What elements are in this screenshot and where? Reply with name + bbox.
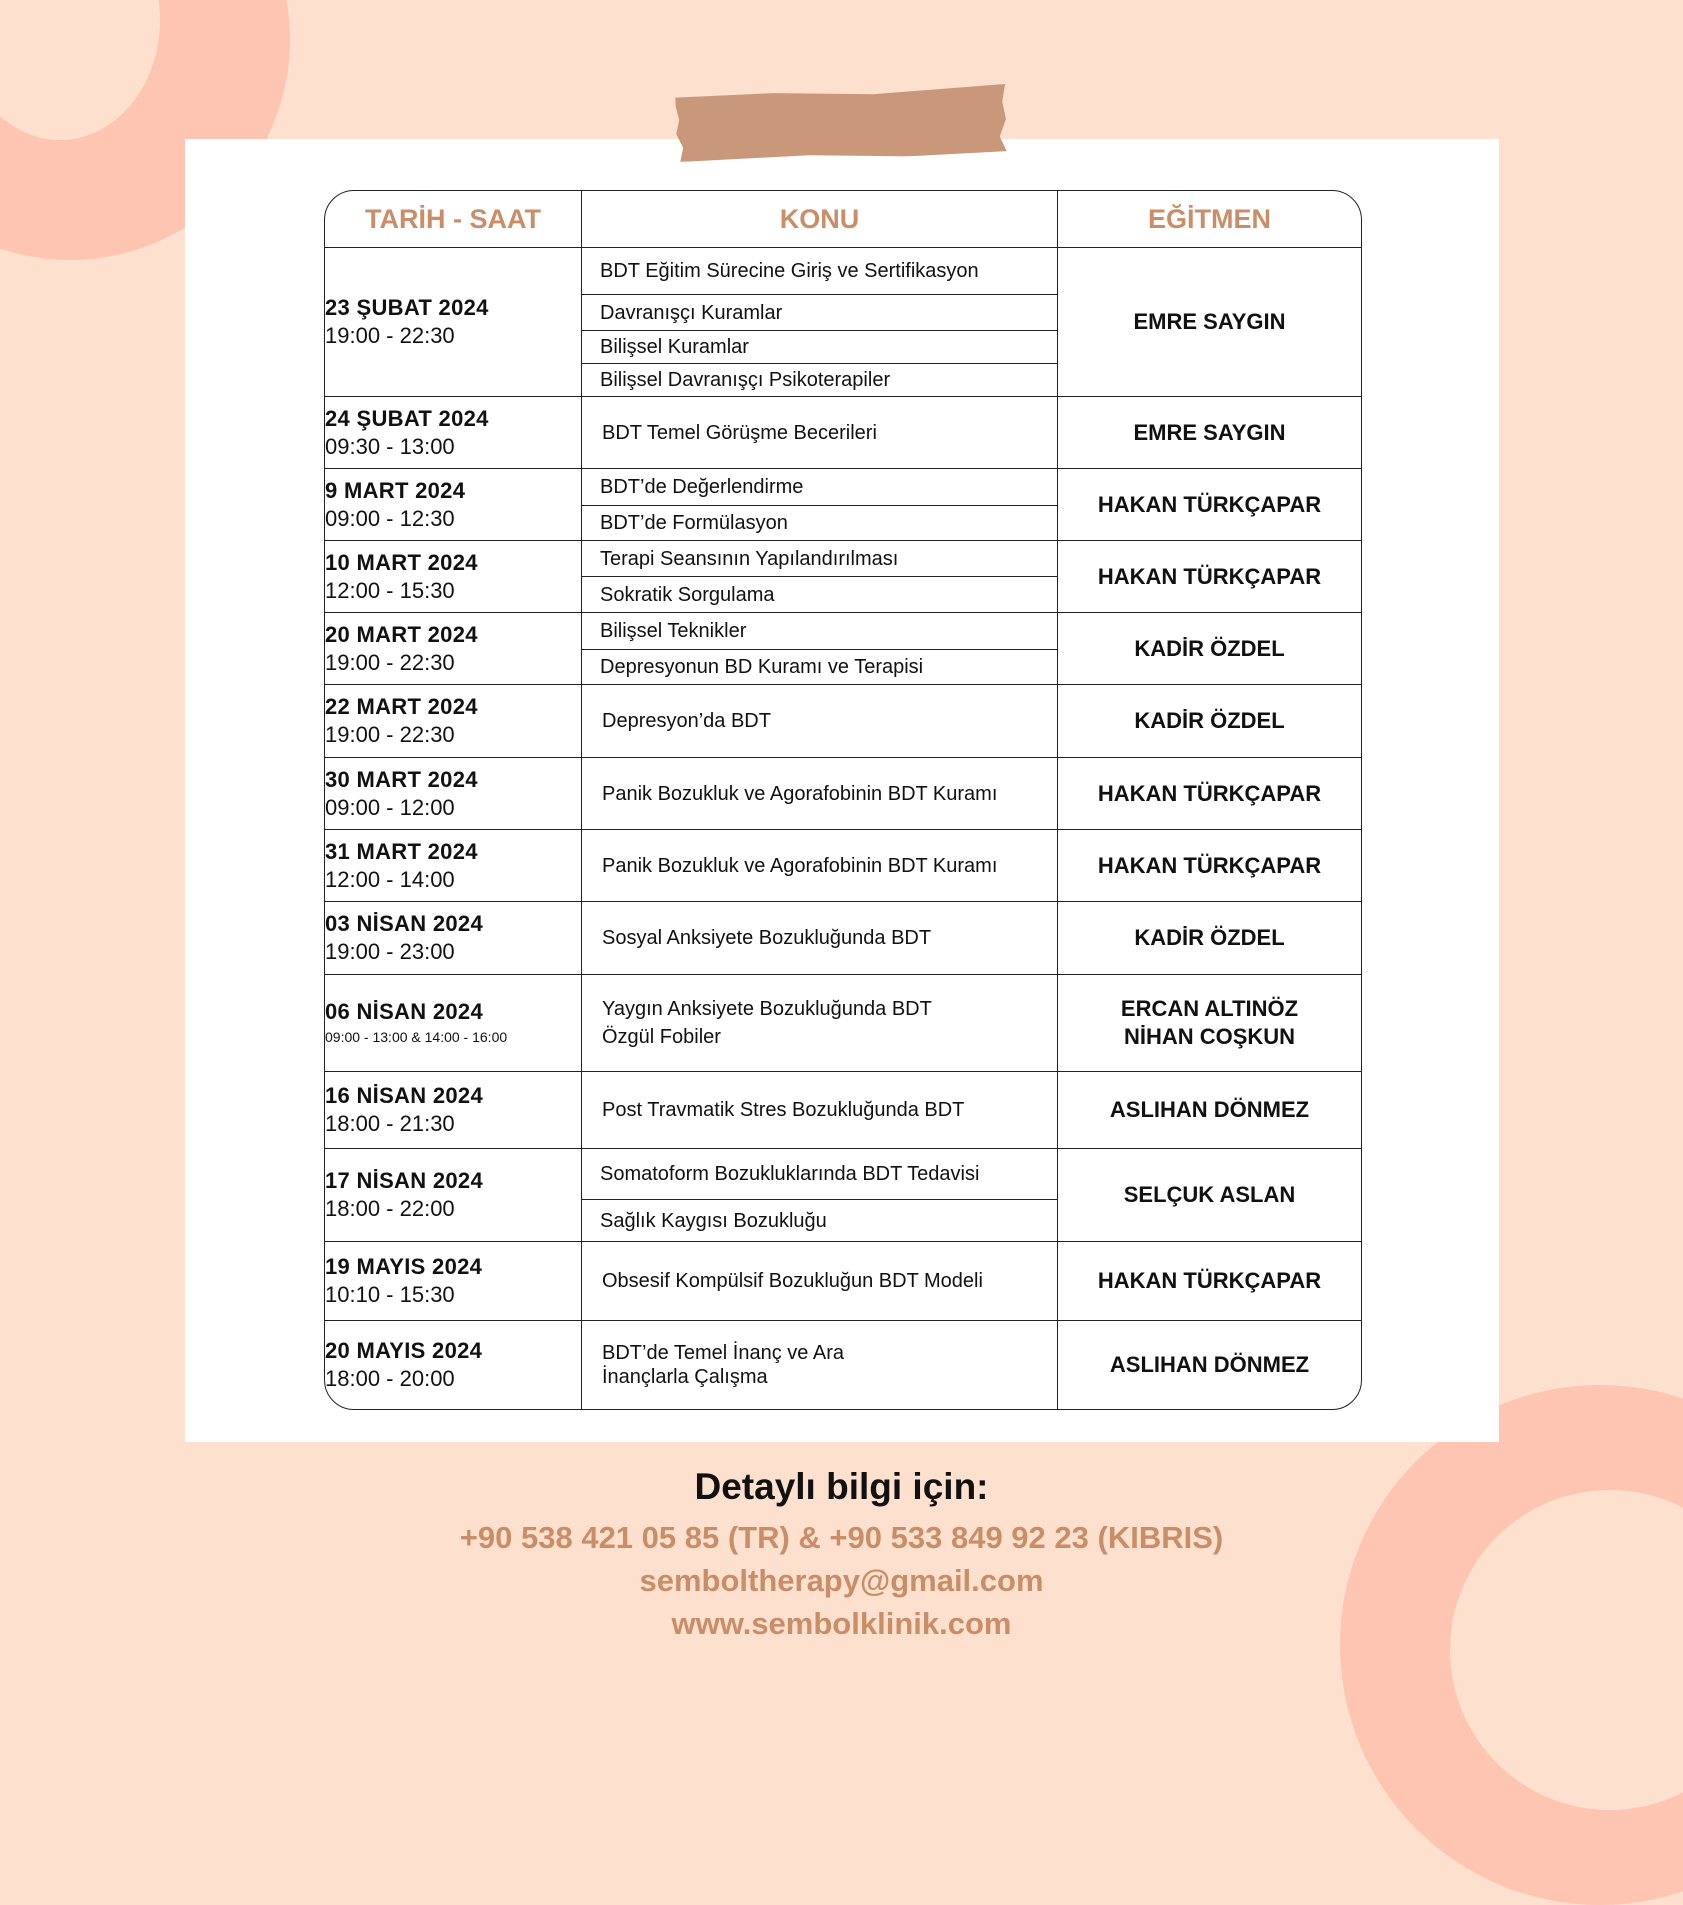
topic-cell <box>582 685 1058 758</box>
footer-title: Detaylı bilgi için: <box>694 1466 989 1507</box>
session-date: 20 MAYIS 2024 <box>325 1338 483 1363</box>
topic-item: Özgül Fobiler <box>602 1026 721 1048</box>
session-time: 09:00 - 12:00 <box>325 794 455 820</box>
session-date: 23 ŞUBAT 2024 <box>325 295 489 320</box>
date-cell <box>325 613 582 685</box>
contact-phones: +90 538 421 05 85 (TR) & +90 533 849 92 23 (KIBRIS) <box>459 1520 1224 1555</box>
date-cell <box>325 397 582 469</box>
session-time: 12:00 - 14:00 <box>325 866 455 892</box>
session-date: 20 MART 2024 <box>325 621 478 647</box>
trainer-cell: KADİR ÖZDEL <box>1058 613 1361 685</box>
trainer-cell: HAKAN TÜRKÇAPAR <box>1058 541 1361 613</box>
session-date: 31 MART 2024 <box>325 838 478 864</box>
session-time: 09:30 - 13:00 <box>325 433 455 459</box>
session-date: 17 NİSAN 2024 <box>325 1168 483 1193</box>
table-row <box>325 1242 1361 1321</box>
topic-item: Bilişsel Kuramlar <box>582 330 1057 363</box>
date-cell <box>325 685 582 758</box>
trainer-cell <box>1058 975 1361 1072</box>
topic-cell <box>582 469 1058 541</box>
table-row <box>325 613 1361 685</box>
topic-cell <box>582 1242 1058 1321</box>
contact-email[interactable]: semboltherapy@gmail.com <box>639 1563 1044 1598</box>
session-date: 30 MART 2024 <box>325 766 478 792</box>
topic-item: BDT Temel Görüşme Becerileri <box>602 421 877 444</box>
session-date: 19 MAYIS 2024 <box>325 1254 483 1279</box>
date-cell <box>325 1321 582 1409</box>
topic-item: Bilişsel Davranışçı Psikoterapiler <box>582 363 1057 396</box>
session-date: 06 NİSAN 2024 <box>325 999 483 1024</box>
session-date: 24 ŞUBAT 2024 <box>325 405 489 431</box>
table-row <box>325 1072 1361 1149</box>
topic-item: BDT’de Formülasyon <box>582 505 1057 540</box>
date-cell <box>325 1072 582 1149</box>
trainer-cell: HAKAN TÜRKÇAPAR <box>1058 469 1361 541</box>
date-cell <box>325 248 582 397</box>
topic-item: Sosyal Anksiyete Bozukluğunda BDT <box>602 927 932 949</box>
table-row <box>325 830 1361 902</box>
topic-cell <box>582 758 1058 830</box>
session-date: 10 MART 2024 <box>325 549 478 575</box>
table-header-row <box>325 191 1361 248</box>
date-cell <box>325 975 582 1072</box>
trainer-cell: HAKAN TÜRKÇAPAR <box>1058 830 1361 902</box>
contact-website[interactable]: www.sembolklinik.com <box>671 1606 1012 1641</box>
trainer-cell: HAKAN TÜRKÇAPAR <box>1058 1242 1361 1321</box>
topic-item: Depresyonun BD Kuramı ve Terapisi <box>582 649 1057 684</box>
session-date: 03 NİSAN 2024 <box>325 911 483 936</box>
session-date: 16 NİSAN 2024 <box>325 1083 483 1108</box>
trainer-cell: KADİR ÖZDEL <box>1058 902 1361 975</box>
table-row <box>325 541 1361 613</box>
session-time: 19:00 - 22:30 <box>325 323 455 348</box>
trainer-cell: HAKAN TÜRKÇAPAR <box>1058 758 1361 830</box>
schedule-table <box>324 190 1362 1410</box>
topic-item: Davranışçı Kuramlar <box>582 294 1057 330</box>
table-row <box>325 1149 1361 1242</box>
topic-cell <box>582 902 1058 975</box>
date-cell <box>325 541 582 613</box>
session-time: 09:00 - 13:00 & 14:00 - 16:00 <box>325 1029 508 1045</box>
trainer-name: NİHAN COŞKUN <box>1123 1024 1296 1049</box>
trainer-cell: SELÇUK ASLAN <box>1058 1149 1361 1242</box>
date-cell <box>325 830 582 902</box>
trainer-name: ERCAN ALTINÖZ <box>1120 996 1299 1021</box>
trainer-cell: ASLIHAN DÖNMEZ <box>1058 1072 1361 1149</box>
session-date: 22 MART 2024 <box>325 694 478 719</box>
session-time: 19:00 - 22:30 <box>325 722 455 747</box>
table-row <box>325 469 1361 541</box>
topic-item: Depresyon’da BDT <box>602 710 771 732</box>
topic-item: BDT’de Değerlendirme <box>600 476 804 498</box>
topic-item: Somatoform Bozukluklarında BDT Tedavisi <box>600 1163 980 1185</box>
topic-cell <box>582 248 1058 397</box>
session-time: 19:00 - 23:00 <box>325 939 455 964</box>
date-cell <box>325 1242 582 1321</box>
session-time: 09:00 - 12:30 <box>325 505 455 531</box>
topic-item: Post Travmatik Stres Bozukluğunda BDT <box>602 1099 965 1121</box>
trainer-cell: ASLIHAN DÖNMEZ <box>1109 1352 1310 1377</box>
topic-item: Obsesif Kompülsif Bozukluğun BDT Modeli <box>602 1270 983 1292</box>
date-cell <box>325 469 582 541</box>
header-trainer: EĞİTMEN <box>1058 191 1361 248</box>
session-time: 18:00 - 22:00 <box>325 1196 455 1221</box>
session-time: 19:00 - 22:30 <box>325 649 455 675</box>
topic-item: Bilişsel Teknikler <box>600 620 747 642</box>
table-row <box>325 248 1361 397</box>
topic-item: BDT’de Temel İnanç ve Ara İnançlarla Çalışma <box>602 1342 844 1388</box>
table-row <box>325 975 1361 1072</box>
topic-cell <box>582 1149 1058 1242</box>
topic-cell <box>582 397 1058 469</box>
date-cell <box>325 758 582 830</box>
tape-decoration <box>675 84 1007 162</box>
topic-cell <box>582 541 1058 613</box>
topic-cell <box>582 1072 1058 1149</box>
topic-item: Panik Bozukluk ve Agorafobinin BDT Kuramı <box>602 854 998 877</box>
session-date: 9 MART 2024 <box>325 477 466 503</box>
trainer-cell: KADİR ÖZDEL <box>1058 685 1361 758</box>
table-row <box>325 758 1361 830</box>
session-time: 10:10 - 15:30 <box>325 1282 455 1307</box>
topic-cell <box>582 975 1058 1072</box>
table-row <box>325 902 1361 975</box>
topic-item: Yaygın Anksiyete Bozukluğunda BDT <box>602 998 932 1020</box>
date-cell <box>325 902 582 975</box>
topic-item: Terapi Seansının Yapılandırılması <box>600 547 899 570</box>
topic-cell <box>582 830 1058 902</box>
trainer-cell: EMRE SAYGIN <box>1058 397 1361 469</box>
topic-item: Sokratik Sorgulama <box>582 576 1057 612</box>
header-topic: KONU <box>582 191 1058 248</box>
header-date: TARİH - SAAT <box>325 191 582 248</box>
trainer-cell: EMRE SAYGIN <box>1058 248 1361 397</box>
session-time: 18:00 - 20:00 <box>325 1366 455 1391</box>
table-row <box>325 1321 1361 1409</box>
topic-item: BDT Eğitim Sürecine Giriş ve Sertifikasyon <box>600 260 979 282</box>
topic-item: Panik Bozukluk ve Agorafobinin BDT Kuramı <box>602 782 998 805</box>
table-row <box>325 685 1361 758</box>
topic-cell <box>582 1321 1058 1409</box>
topic-cell <box>582 613 1058 685</box>
topic-item: Sağlık Kaygısı Bozukluğu <box>582 1199 1057 1241</box>
table-row <box>325 397 1361 469</box>
session-time: 18:00 - 21:30 <box>325 1111 455 1136</box>
session-time: 12:00 - 15:30 <box>325 577 455 603</box>
date-cell <box>325 1149 582 1242</box>
